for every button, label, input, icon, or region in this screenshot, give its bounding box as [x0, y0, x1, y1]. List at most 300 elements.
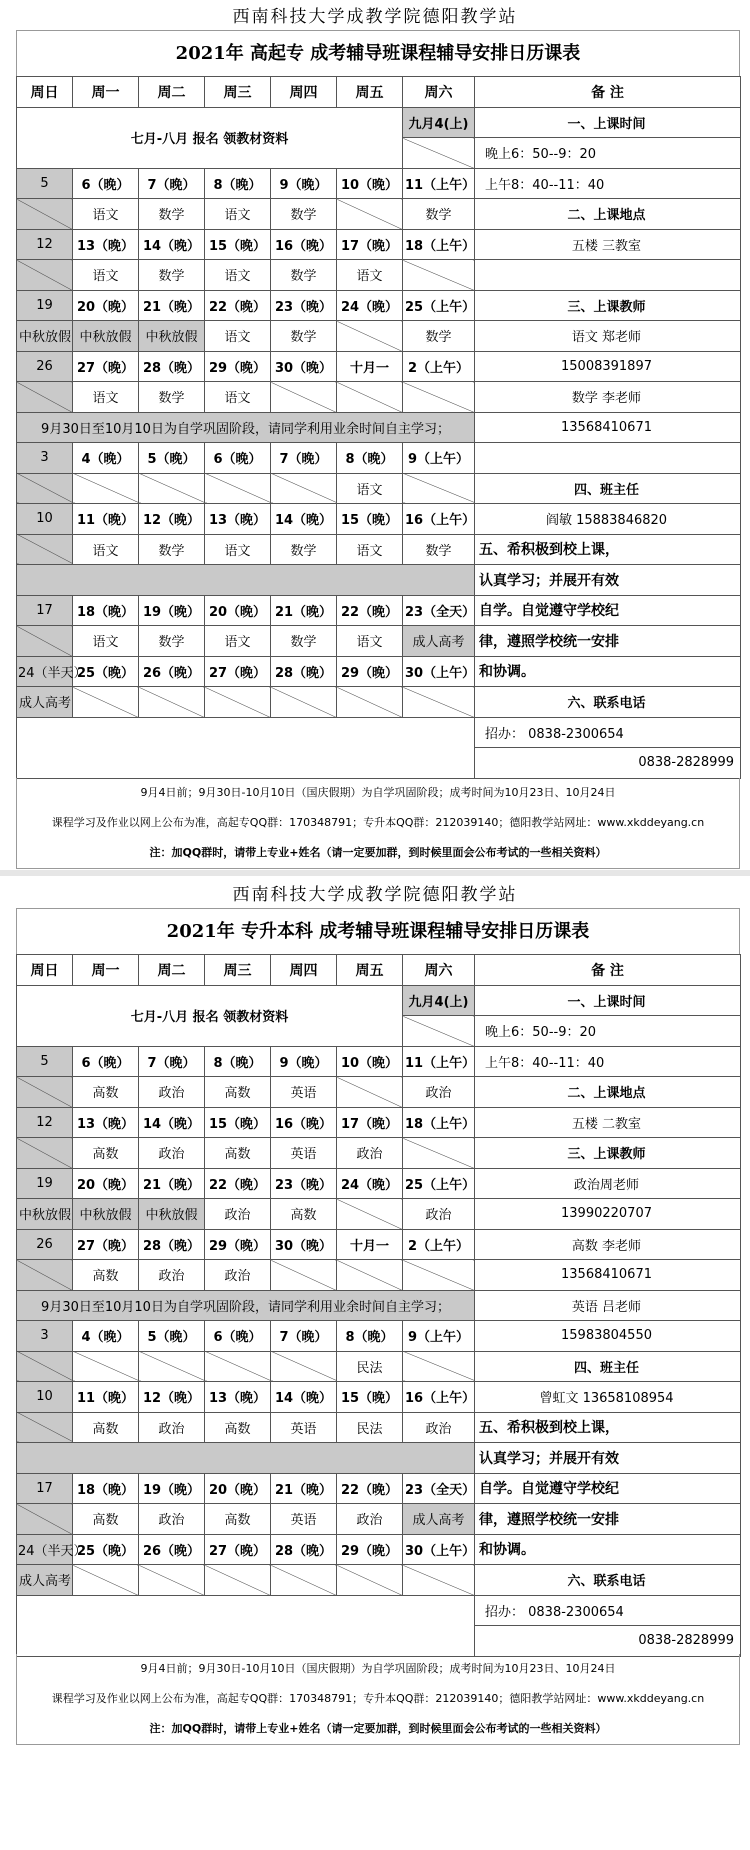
date-cell: 16（上午） [403, 504, 475, 535]
date-cell: 11（晚） [73, 1382, 139, 1413]
subject-cell: 语文 [337, 534, 403, 565]
date-cell: 27（晚） [73, 351, 139, 382]
date-cell: 12（晚） [139, 1382, 205, 1413]
col-header: 周四 [271, 955, 337, 986]
subject-cell: 英语 [271, 1138, 337, 1169]
date-cell: 8（晚） [337, 1321, 403, 1352]
exam-cell: 成人高考 [403, 1504, 475, 1535]
date-cell: 20（晚） [73, 1168, 139, 1199]
blank-area [17, 717, 475, 778]
note-line: 二、上课地点 [475, 1077, 741, 1108]
date-cell: 22（晚） [205, 290, 271, 321]
empty-cell [139, 1351, 205, 1382]
subject-cell: 高数 [271, 1199, 337, 1230]
subject-cell: 政治 [337, 1138, 403, 1169]
subject-cell: 政治 [403, 1077, 475, 1108]
exam-cell: 成人高考 [403, 626, 475, 657]
date-cell: 7（晚） [139, 168, 205, 199]
enroll-period: 七月-八月 报名 领教材资料 [17, 985, 403, 1046]
empty-cell [17, 1351, 73, 1382]
subject-cell: 语文 [73, 534, 139, 565]
start-date: 九月4(上) [403, 107, 475, 138]
date-cell: 29（晚） [337, 1534, 403, 1565]
date-cell: 十月一 [337, 1229, 403, 1260]
subject-cell: 英语 [271, 1412, 337, 1443]
date-cell: 14（晚） [271, 1382, 337, 1413]
note-line: 认真学习；并展开有效 [475, 565, 741, 596]
empty-cell [17, 626, 73, 657]
date-cell: 6（晚） [205, 1321, 271, 1352]
empty-cell [205, 1351, 271, 1382]
subject-cell: 民法 [337, 1412, 403, 1443]
empty-cell [337, 1199, 403, 1230]
empty-cell [337, 687, 403, 718]
empty-cell [403, 260, 475, 291]
col-header: 周三 [205, 77, 271, 108]
date-cell: 30（上午） [403, 656, 475, 687]
schedule-table [16, 954, 741, 1657]
subject-cell: 政治 [205, 1260, 271, 1291]
date-cell: 14（晚） [139, 1107, 205, 1138]
col-header: 周五 [337, 955, 403, 986]
subject-cell: 数学 [139, 534, 205, 565]
footer-notes [16, 1654, 740, 1745]
note-line: 认真学习；并展开有效 [475, 1443, 741, 1474]
note-line: 律，遵照学校统一安排 [475, 1504, 741, 1535]
sunday-cell: 19 [17, 1168, 73, 1199]
empty-cell [403, 687, 475, 718]
subject-cell: 数学 [271, 534, 337, 565]
date-cell: 20（晚） [205, 595, 271, 626]
empty-cell [17, 1412, 73, 1443]
empty-cell [139, 687, 205, 718]
date-cell: 29（晚） [205, 351, 271, 382]
note-line: 三、上课教师 [475, 290, 741, 321]
note-line: 曾虹文 13658108954 [475, 1382, 741, 1413]
subject-cell: 英语 [271, 1504, 337, 1535]
header-row [17, 955, 741, 986]
subject-cell: 高数 [73, 1077, 139, 1108]
empty-cell [271, 1565, 337, 1596]
col-header: 周三 [205, 955, 271, 986]
date-cell: 18（上午） [403, 229, 475, 260]
sunday-cell: 10 [17, 1382, 73, 1413]
subject-cell: 语文 [205, 199, 271, 230]
date-cell: 30（晚） [271, 1229, 337, 1260]
date-cell: 23（晚） [271, 1168, 337, 1199]
subject-cell: 政治 [139, 1260, 205, 1291]
date-cell: 15（晚） [205, 1107, 271, 1138]
subject-cell: 语文 [205, 626, 271, 657]
col-header: 周一 [73, 955, 139, 986]
subject-cell: 语文 [337, 260, 403, 291]
subject-cell: 数学 [271, 260, 337, 291]
subject-cell: 语文 [73, 260, 139, 291]
self-study-notice: 9月30日至10月10日为自学巩固阶段，请同学利用业余时间自主学习； [17, 1290, 475, 1321]
sunday-cell: 5 [17, 168, 73, 199]
subject-cell: 数学 [271, 321, 337, 352]
empty-cell [17, 1138, 73, 1169]
note-line: 语文 郑老师 [475, 321, 741, 352]
subject-cell: 语文 [337, 473, 403, 504]
empty-cell [337, 199, 403, 230]
subject-cell: 数学 [139, 382, 205, 413]
gray-band [17, 565, 475, 596]
empty-cell [403, 1351, 475, 1382]
station-title: 西南科技大学成教学院德阳教学站 [232, 885, 518, 905]
holiday-cell: 中秋放假 [73, 1199, 139, 1230]
date-cell: 6（晚） [73, 1046, 139, 1077]
note-line: 13568410671 [475, 412, 741, 443]
footer-line: 注：加QQ群时，请带上专业+姓名（请一定要加群，到时候里面会公布考试的一些相关资料） [149, 1722, 607, 1735]
date-cell: 14（晚） [139, 229, 205, 260]
empty-cell [17, 1260, 73, 1291]
note-line: 五、希积极到校上课， [475, 534, 741, 565]
subject-cell: 数学 [403, 199, 475, 230]
date-cell: 13（晚） [205, 504, 271, 535]
empty-cell [139, 473, 205, 504]
empty-cell [337, 1077, 403, 1108]
date-cell: 13（晚） [205, 1382, 271, 1413]
date-cell: 15（晚） [337, 504, 403, 535]
note-line: 五楼 二教室 [475, 1107, 741, 1138]
empty-cell [17, 199, 73, 230]
empty-cell [403, 138, 475, 169]
holiday-cell: 中秋放假 [73, 321, 139, 352]
subject-cell: 数学 [403, 321, 475, 352]
header-row [17, 77, 741, 108]
holiday-cell: 中秋放假 [17, 1199, 73, 1230]
empty-cell [403, 1565, 475, 1596]
empty-cell [17, 1504, 73, 1535]
empty-cell [17, 382, 73, 413]
date-cell: 23（全天） [403, 1473, 475, 1504]
date-cell: 11（晚） [73, 504, 139, 535]
empty-cell [403, 1260, 475, 1291]
col-header: 周四 [271, 77, 337, 108]
subject-cell: 政治 [139, 1077, 205, 1108]
date-cell: 27（晚） [205, 656, 271, 687]
date-cell: 10（晚） [337, 1046, 403, 1077]
section-divider [0, 870, 750, 876]
subject-cell: 高数 [73, 1138, 139, 1169]
col-header: 周六 [403, 955, 475, 986]
empty-cell [73, 1351, 139, 1382]
date-cell: 18（晚） [73, 595, 139, 626]
note-line: 自学。自觉遵守学校纪 [475, 595, 741, 626]
subject-cell: 高数 [205, 1138, 271, 1169]
col-header: 周日 [17, 77, 73, 108]
date-cell: 7（晚） [271, 443, 337, 474]
date-cell: 13（晚） [73, 229, 139, 260]
date-cell: 6（晚） [73, 168, 139, 199]
subject-cell: 数学 [139, 626, 205, 657]
empty-cell [205, 687, 271, 718]
schedule-table [16, 76, 741, 779]
note-line: 数学 李老师 [475, 382, 741, 413]
date-cell: 2（上午） [403, 351, 475, 382]
note-line: 0838-2828999 [475, 748, 741, 779]
subject-cell: 政治 [139, 1138, 205, 1169]
date-cell: 28（晚） [271, 1534, 337, 1565]
footer-line: 课程学习及作业以网上公布为准，高起专QQ群：170348791；专升本QQ群：212039140；德阳教学站网址：www.xkddeyang.cn [51, 1692, 705, 1705]
empty-cell [403, 473, 475, 504]
note-line: 六、联系电话 [475, 1565, 741, 1596]
note-line: 0838-2828999 [475, 1626, 741, 1657]
blank-area [17, 1595, 475, 1656]
date-cell: 28（晚） [271, 656, 337, 687]
col-header: 周六 [403, 77, 475, 108]
sunday-cell: 5 [17, 1046, 73, 1077]
subject-cell: 高数 [73, 1412, 139, 1443]
empty-cell [17, 473, 73, 504]
empty-cell [17, 1077, 73, 1108]
subject-cell: 语文 [205, 260, 271, 291]
note-line: 五、希积极到校上课， [475, 1412, 741, 1443]
footer-line: 注：加QQ群时，请带上专业+姓名（请一定要加群，到时候里面会公布考试的一些相关资料） [149, 846, 607, 859]
col-header: 周二 [139, 955, 205, 986]
note-line: 律，遵照学校统一安排 [475, 626, 741, 657]
holiday-cell: 中秋放假 [139, 1199, 205, 1230]
empty-cell [17, 260, 73, 291]
date-cell: 22（晚） [337, 1473, 403, 1504]
date-cell: 25（上午） [403, 290, 475, 321]
note-line [475, 443, 741, 474]
date-cell: 8（晚） [337, 443, 403, 474]
date-cell: 10（晚） [337, 168, 403, 199]
date-cell: 8（晚） [205, 168, 271, 199]
subject-cell: 高数 [205, 1077, 271, 1108]
subject-cell: 高数 [205, 1504, 271, 1535]
sunday-cell: 24（半天） [17, 656, 73, 687]
exam-cell: 成人高考 [17, 1565, 73, 1596]
start-date: 九月4(上) [403, 985, 475, 1016]
sunday-cell: 26 [17, 351, 73, 382]
empty-cell [271, 1260, 337, 1291]
date-cell: 19（晚） [139, 1473, 205, 1504]
subject-cell: 语文 [73, 199, 139, 230]
date-cell: 17（晚） [337, 229, 403, 260]
subject-cell: 语文 [337, 626, 403, 657]
subject-cell: 语文 [205, 321, 271, 352]
subject-cell: 英语 [271, 1077, 337, 1108]
empty-cell [139, 1565, 205, 1596]
sunday-cell: 17 [17, 1473, 73, 1504]
subject-cell: 数学 [271, 199, 337, 230]
sunday-cell: 24（半天） [17, 1534, 73, 1565]
date-cell: 23（全天） [403, 595, 475, 626]
col-header: 周一 [73, 77, 139, 108]
note-line: 一、上课时间 [475, 985, 741, 1016]
date-cell: 29（晚） [337, 656, 403, 687]
date-cell: 9（晚） [271, 168, 337, 199]
gray-band [17, 1443, 475, 1474]
note-line: 自学。自觉遵守学校纪 [475, 1473, 741, 1504]
date-cell: 14（晚） [271, 504, 337, 535]
self-study-notice: 9月30日至10月10日为自学巩固阶段，请同学利用业余时间自主学习； [17, 412, 475, 443]
empty-cell [271, 687, 337, 718]
subject-cell: 语文 [205, 534, 271, 565]
date-cell: 21（晚） [271, 595, 337, 626]
note-line: 四、班主任 [475, 473, 741, 504]
note-line: 五楼 三教室 [475, 229, 741, 260]
date-cell: 22（晚） [205, 1168, 271, 1199]
date-cell: 16（晚） [271, 1107, 337, 1138]
date-cell: 30（上午） [403, 1534, 475, 1565]
subject-cell: 政治 [403, 1199, 475, 1230]
note-line: 三、上课教师 [475, 1138, 741, 1169]
empty-cell [17, 534, 73, 565]
note-line: 招办： 0838-2300654 [475, 1595, 741, 1626]
page-title: 2021年 专升本科 成考辅导班课程辅导安排日历课表 [16, 908, 740, 954]
date-cell: 21（晚） [139, 1168, 205, 1199]
date-cell: 8（晚） [205, 1046, 271, 1077]
empty-cell [73, 687, 139, 718]
date-cell: 16（晚） [271, 229, 337, 260]
date-cell: 26（晚） [139, 656, 205, 687]
empty-cell [271, 473, 337, 504]
date-cell: 30（晚） [271, 351, 337, 382]
date-cell: 9（晚） [271, 1046, 337, 1077]
empty-cell [271, 382, 337, 413]
date-cell: 2（上午） [403, 1229, 475, 1260]
note-line: 和协调。 [475, 656, 741, 687]
date-cell: 24（晚） [337, 290, 403, 321]
note-line: 和协调。 [475, 1534, 741, 1565]
empty-cell [337, 1565, 403, 1596]
date-cell: 15（晚） [205, 229, 271, 260]
date-cell: 27（晚） [73, 1229, 139, 1260]
note-line: 15008391897 [475, 351, 741, 382]
date-cell: 18（上午） [403, 1107, 475, 1138]
date-cell: 23（晚） [271, 290, 337, 321]
date-cell: 29（晚） [205, 1229, 271, 1260]
subject-cell: 民法 [337, 1351, 403, 1382]
date-cell: 28（晚） [139, 1229, 205, 1260]
note-line: 二、上课地点 [475, 199, 741, 230]
note-line: 一、上课时间 [475, 107, 741, 138]
date-cell: 25（晚） [73, 1534, 139, 1565]
subject-cell: 高数 [73, 1260, 139, 1291]
note-line: 13568410671 [475, 1260, 741, 1291]
date-cell: 13（晚） [73, 1107, 139, 1138]
station-title: 西南科技大学成教学院德阳教学站 [232, 7, 518, 27]
empty-cell [337, 1260, 403, 1291]
note-line: 高数 李老师 [475, 1229, 741, 1260]
subject-cell: 政治 [139, 1412, 205, 1443]
date-cell: 20（晚） [205, 1473, 271, 1504]
date-cell: 25（晚） [73, 656, 139, 687]
note-line: 13990220707 [475, 1199, 741, 1230]
subject-cell: 政治 [403, 1412, 475, 1443]
subject-cell: 语文 [73, 382, 139, 413]
note-line: 晚上6：50--9：20 [475, 138, 741, 169]
subject-cell: 数学 [139, 260, 205, 291]
date-cell: 22（晚） [337, 595, 403, 626]
date-cell: 18（晚） [73, 1473, 139, 1504]
note-line: 阎敏 15883846820 [475, 504, 741, 535]
footer-line: 9月4日前；9月30日-10月10日（国庆假期）为自学巩固阶段；成考时间为10月23日、10月24日 [140, 1662, 616, 1675]
empty-cell [73, 1565, 139, 1596]
col-header: 周五 [337, 77, 403, 108]
enroll-period: 七月-八月 报名 领教材资料 [17, 107, 403, 168]
empty-cell [205, 1565, 271, 1596]
sunday-cell: 10 [17, 504, 73, 535]
notes-header: 备 注 [475, 77, 741, 108]
date-cell: 26（晚） [139, 1534, 205, 1565]
empty-cell [271, 1351, 337, 1382]
date-cell: 4（晚） [73, 443, 139, 474]
date-cell: 9（上午） [403, 443, 475, 474]
date-cell: 12（晚） [139, 504, 205, 535]
date-cell: 19（晚） [139, 595, 205, 626]
holiday-cell: 中秋放假 [17, 321, 73, 352]
empty-cell [403, 1138, 475, 1169]
date-cell: 27（晚） [205, 1534, 271, 1565]
sunday-cell: 17 [17, 595, 73, 626]
subject-cell: 政治 [139, 1504, 205, 1535]
subject-cell: 数学 [139, 199, 205, 230]
exam-cell: 成人高考 [17, 687, 73, 718]
subject-cell: 政治 [337, 1504, 403, 1535]
sunday-cell: 12 [17, 229, 73, 260]
date-cell: 15（晚） [337, 1382, 403, 1413]
date-cell: 5（晚） [139, 443, 205, 474]
empty-cell [403, 382, 475, 413]
col-header: 周日 [17, 955, 73, 986]
subject-cell: 数学 [271, 626, 337, 657]
subject-cell: 高数 [205, 1412, 271, 1443]
note-line: 晚上6：50--9：20 [475, 1016, 741, 1047]
date-cell: 4（晚） [73, 1321, 139, 1352]
col-header: 周二 [139, 77, 205, 108]
date-cell: 7（晚） [139, 1046, 205, 1077]
note-line: 英语 吕老师 [475, 1290, 741, 1321]
subject-cell: 数学 [403, 534, 475, 565]
sunday-cell: 26 [17, 1229, 73, 1260]
empty-cell [403, 1016, 475, 1047]
date-cell: 21（晚） [139, 290, 205, 321]
note-line: 六、联系电话 [475, 687, 741, 718]
empty-cell [205, 473, 271, 504]
holiday-cell: 中秋放假 [139, 321, 205, 352]
date-cell: 17（晚） [337, 1107, 403, 1138]
date-cell: 11（上午） [403, 1046, 475, 1077]
notes-header: 备 注 [475, 955, 741, 986]
sunday-cell: 12 [17, 1107, 73, 1138]
empty-cell [337, 382, 403, 413]
date-cell: 十月一 [337, 351, 403, 382]
note-line: 政治周老师 [475, 1168, 741, 1199]
subject-cell: 语文 [205, 382, 271, 413]
empty-cell [73, 473, 139, 504]
footer-line: 9月4日前；9月30日-10月10日（国庆假期）为自学巩固阶段；成考时间为10月23日、10月24日 [140, 786, 616, 799]
subject-cell: 政治 [205, 1199, 271, 1230]
note-line [475, 260, 741, 291]
footer-line: 课程学习及作业以网上公布为准，高起专QQ群：170348791；专升本QQ群：212039140；德阳教学站网址：www.xkddeyang.cn [51, 816, 705, 829]
date-cell: 9（上午） [403, 1321, 475, 1352]
date-cell: 21（晚） [271, 1473, 337, 1504]
date-cell: 25（上午） [403, 1168, 475, 1199]
date-cell: 7（晚） [271, 1321, 337, 1352]
note-line: 四、班主任 [475, 1351, 741, 1382]
footer-notes [16, 778, 740, 869]
sunday-cell: 3 [17, 443, 73, 474]
note-line: 上午8：40--11：40 [475, 1046, 741, 1077]
date-cell: 5（晚） [139, 1321, 205, 1352]
subject-cell: 高数 [73, 1504, 139, 1535]
note-line: 上午8：40--11：40 [475, 168, 741, 199]
